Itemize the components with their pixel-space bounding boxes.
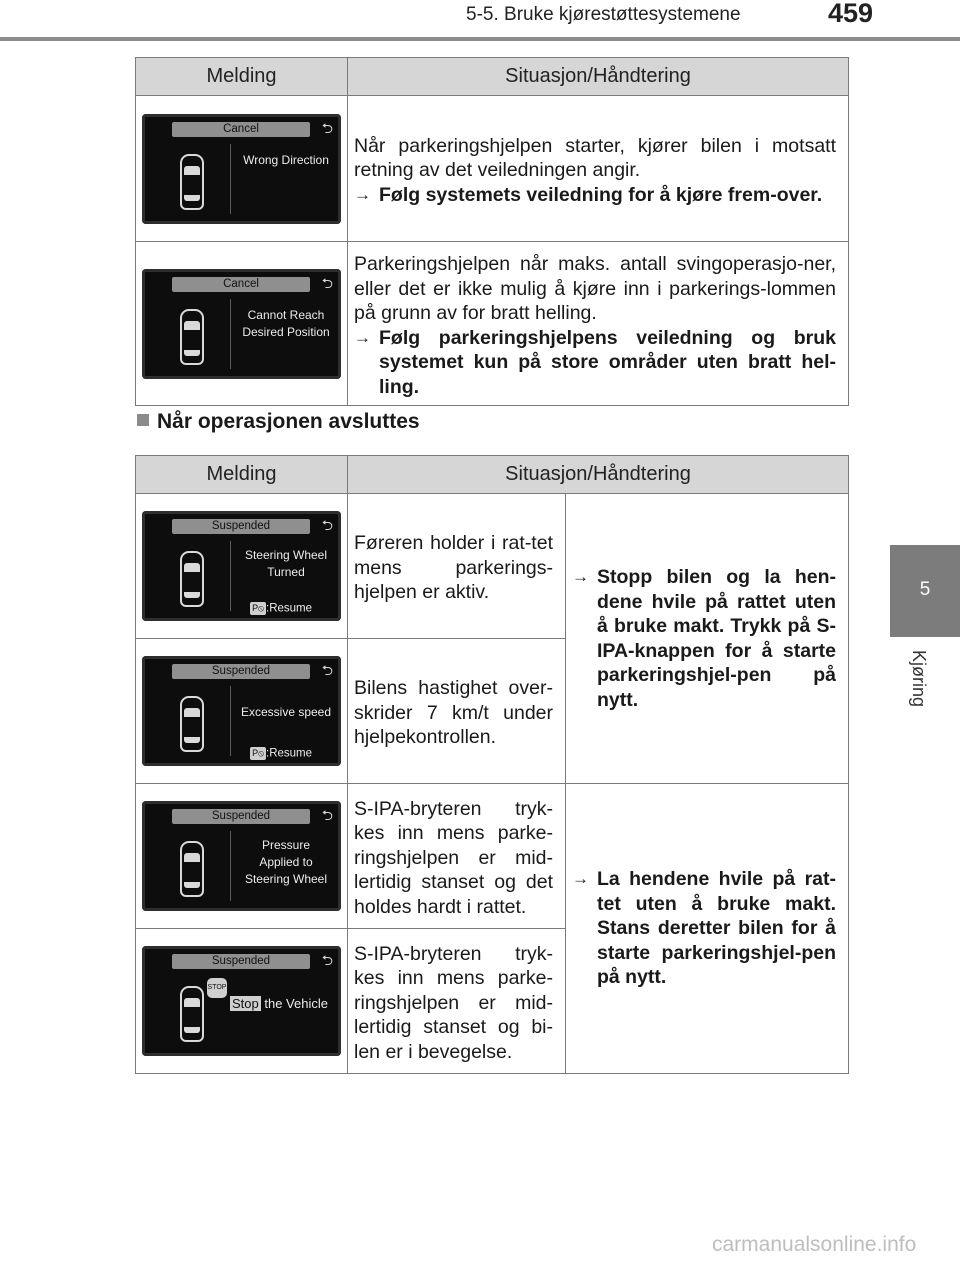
screen-message-line: Steering Wheel xyxy=(244,872,328,886)
situation-cell xyxy=(348,242,849,406)
resume-hint xyxy=(250,747,312,760)
screen-message-line: Applied to xyxy=(259,855,313,869)
screen-message-line: Turned xyxy=(267,565,305,579)
car-icon xyxy=(180,986,204,1042)
instruction-text: Følg parkeringshjelpens veiledning og bruk systemet kun på store områder uten bratt hel-ling. xyxy=(379,326,836,398)
instruction xyxy=(572,867,836,990)
screen-message xyxy=(235,152,337,169)
page-number: 459 xyxy=(828,0,874,28)
screen-message xyxy=(235,837,337,888)
screen-divider xyxy=(230,299,231,369)
back-icon: ⮌ xyxy=(321,807,333,823)
display-screen xyxy=(142,511,341,621)
arrow-icon: → xyxy=(572,869,589,889)
column-header-situation: Situasjon/Håndtering xyxy=(348,456,849,494)
situation-text: S-IPA-bryteren tryk-kes inn mens parke-ringshjelpen er mid-lertidig stanset og bi-len er i bevegelse. xyxy=(354,942,553,1063)
display-screen xyxy=(142,656,341,766)
table-header-row xyxy=(136,456,849,494)
instruction xyxy=(354,326,836,400)
back-icon: ⮌ xyxy=(321,274,333,291)
situation-text: Når parkeringshjelpen starter, kjører bilen i motsatt retning av det veiledningen angir. xyxy=(354,134,836,182)
table-row xyxy=(136,96,849,242)
chapter-name: Kjøring xyxy=(909,650,929,708)
column-header-message: Melding xyxy=(136,456,348,494)
situation-cell xyxy=(348,929,566,1074)
situation-text: S-IPA-bryteren tryk-kes inn mens parke-ringshjelpen er mid-lertidig stanset og det holdes hardt i rattet. xyxy=(354,797,553,918)
car-icon xyxy=(180,154,204,210)
parking-assist-icon: P⦸ xyxy=(250,602,266,615)
screen-status-bar: Suspended xyxy=(172,664,310,679)
screen-status-bar: Suspended xyxy=(172,954,310,969)
screen-status-bar: Suspended xyxy=(172,809,310,824)
screen-status-bar: Cancel xyxy=(172,277,310,292)
arrow-icon: → xyxy=(354,184,371,204)
action-cell xyxy=(566,784,849,1074)
car-icon xyxy=(180,551,204,607)
message-table-1 xyxy=(135,57,849,406)
column-header-situation: Situasjon/Håndtering xyxy=(348,58,849,96)
situation-cell xyxy=(348,639,566,784)
table-row xyxy=(136,784,849,929)
back-icon: ⮌ xyxy=(321,517,333,533)
instruction-text: Stopp bilen og la hen-dene hvile på rattet uten å bruke makt. Trykk på S-IPA-knappen for å starte parkeringshjel-pen på nytt. xyxy=(597,566,836,711)
display-screen xyxy=(142,946,341,1056)
car-icon xyxy=(180,696,204,752)
table-row xyxy=(136,242,849,406)
screen-message-line: Wrong Direction xyxy=(243,152,329,167)
car-icon xyxy=(180,841,204,897)
arrow-icon: → xyxy=(572,567,589,586)
instruction xyxy=(354,183,836,208)
screen-divider xyxy=(230,686,231,756)
back-icon: ⮌ xyxy=(321,662,333,678)
message-cell xyxy=(136,96,348,242)
chapter-number: 5 xyxy=(919,579,931,600)
situation-text: Bilens hastighet over-skrider 7 km/t under hjelpekontrollen. xyxy=(354,677,553,749)
message-cell xyxy=(136,929,348,1074)
situation-cell xyxy=(348,494,566,639)
column-header-message: Melding xyxy=(136,58,348,96)
square-bullet-icon xyxy=(137,414,149,426)
message-cell xyxy=(136,494,348,639)
screen-divider xyxy=(230,541,231,611)
section-subheading xyxy=(137,410,420,434)
screen-divider xyxy=(230,144,231,214)
display-screen xyxy=(142,269,341,379)
action-cell xyxy=(566,494,849,784)
resume-text: :Resume xyxy=(266,602,313,615)
arrow-icon: → xyxy=(354,327,371,347)
screen-message-line: Desired Position xyxy=(242,324,330,339)
stop-word: Stop xyxy=(232,996,259,1011)
header-divider xyxy=(0,37,960,41)
screen-message-line: Cannot Reach xyxy=(247,307,325,322)
chapter-tab xyxy=(890,545,960,637)
watermark: carmanualsonline.info xyxy=(712,1233,917,1256)
display-screen xyxy=(142,801,341,911)
car-icon xyxy=(180,309,204,365)
message-cell xyxy=(136,784,348,929)
screen-message xyxy=(230,996,328,1011)
message-table-2 xyxy=(135,455,849,1074)
table-row xyxy=(136,494,849,639)
resume-text: :Resume xyxy=(266,747,313,760)
screen-divider xyxy=(230,831,231,901)
display-screen xyxy=(142,114,341,224)
situation-cell xyxy=(348,784,566,929)
screen-message-line: Steering Wheel xyxy=(244,548,328,562)
screen-message xyxy=(235,704,337,721)
stop-sign-icon: STOP xyxy=(207,978,227,998)
back-icon: ⮌ xyxy=(321,952,333,968)
instruction xyxy=(572,565,836,712)
screen-message xyxy=(235,307,337,341)
instruction-text: Følg systemets veiledning for å kjøre frem-over. xyxy=(379,183,823,206)
back-icon: ⮌ xyxy=(321,119,333,136)
section-title: 5-5. Bruke kjørestøttesystemene xyxy=(466,4,741,25)
screen-message xyxy=(235,547,337,581)
situation-cell xyxy=(348,96,849,242)
subheading-text: Når operasjonen avsluttes xyxy=(157,410,420,433)
situation-text: Parkeringshjelpen når maks. antall svingoperasjo-ner, eller det er ikke mulig å kjøre inn i parkerings-lommen på grunn av for bratt helling. xyxy=(354,253,836,324)
screen-status-bar: Cancel xyxy=(172,122,310,137)
instruction-text: La hendene hvile på rat-tet uten å bruke makt. Stans deretter bilen for å starte parkeringshjel-pen på nytt. xyxy=(597,868,836,989)
table-header-row xyxy=(136,58,849,96)
stop-rest-text: the Vehicle xyxy=(260,996,328,1011)
screen-message-line: Excessive speed xyxy=(240,705,332,719)
message-cell xyxy=(136,242,348,406)
resume-hint xyxy=(250,602,312,615)
screen-status-bar: Suspended xyxy=(172,519,310,534)
screen-message-line: Pressure xyxy=(261,838,311,852)
situation-text: Føreren holder i rat-tet mens parkerings-hjelpen er aktiv. xyxy=(354,532,553,604)
parking-assist-icon: P⦸ xyxy=(250,747,266,760)
message-cell xyxy=(136,639,348,784)
